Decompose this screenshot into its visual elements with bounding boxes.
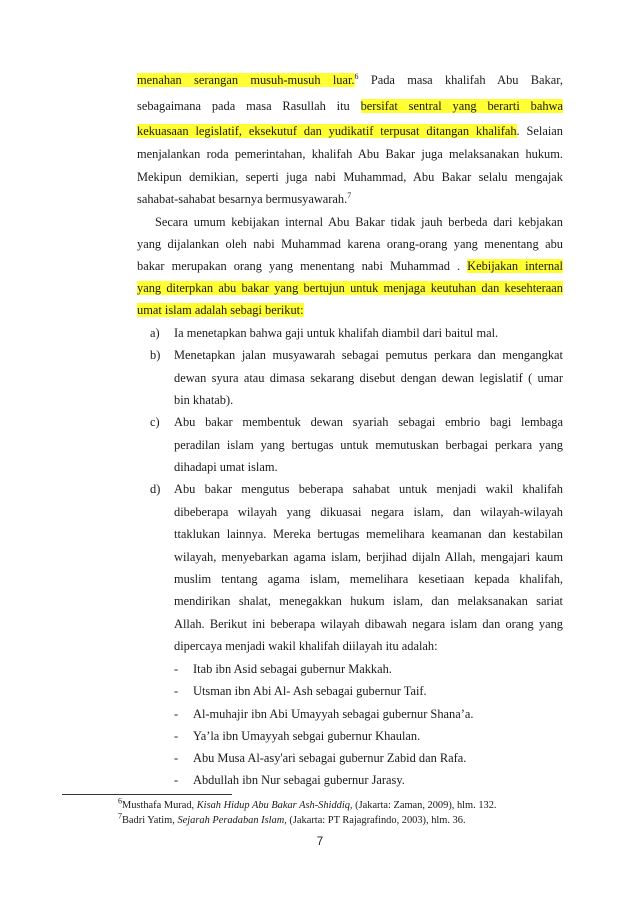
sublist-item: Itab ibn Asid sebagai gubernur Makkah. — [193, 662, 392, 676]
paragraph-2-line-1: Secara umum kebijakan internal Abu Bakar tidak jauh berbeda dari kebjakan — [155, 215, 563, 229]
list-item-d-line-7: Allah. Berikut ini beberapa wilayah dibawah negara islam dan orang yang — [174, 617, 563, 631]
paragraph-2-line-4 — [137, 280, 563, 296]
sublist-dash: - — [174, 773, 179, 787]
highlighted-text: yang diterpkan abu bakar yang bertujun untuk menjaga keutuhan dan kesehteraan — [137, 281, 563, 295]
page-number: 7 — [316, 836, 324, 848]
list-item-d-line-5: muslim tentang agama islam, memelihara kesetiaan kepada khalifah, — [174, 572, 563, 586]
list-item-d-line-6: mendirikan shalat, menegakkan hukum islam, dan melaksanakan sariat — [174, 594, 563, 608]
paragraph-1-line-4: menjalankan roda pemerintahan, khalifah Abu Bakar juga melaksanakan hukum. — [137, 147, 563, 161]
footnote-6: $^6$Musthafa Murad, Kisah Hidup Abu Bakar Ash-Shiddiq, (Jakarta: Zaman, 2009), hlm. 132. — [118, 796, 497, 811]
list-item-d-line-2: dibeberapa wilayah yang dikuasai negara islam, dan wilayah-wilayah — [174, 505, 563, 519]
list-label-a: a) — [150, 326, 160, 340]
sublist-dash: - — [174, 729, 179, 743]
sublist-item: Utsman ibn Abi Al- Ash sebagai gubernur Taif. — [193, 684, 427, 698]
highlighted-text: menahan serangan musuh-musuh luar. — [137, 73, 355, 87]
list-item-c-line-2: peradilan islam yang bertugas untuk memutuskan berbagai perkara yang — [174, 438, 563, 452]
list-label-c: c) — [150, 415, 160, 429]
highlighted-text: bersifat sentral yang berarti bahwa — [360, 99, 564, 113]
list-item-b-line-1: Menetapkan jalan musyawarah sebagai pemutus perkara dan mengangkat — [174, 348, 563, 362]
list-item-b-line-2: dewan syura atau dimasa sekarang disebut dengan dewan legislatif ( umar — [174, 371, 563, 385]
list-label-d: d) — [150, 482, 161, 496]
sublist-dash: - — [174, 751, 179, 765]
list-item-d-line-3: ttaklukan lainnya. Mereka bertugas memelihara keamanan dan kestabilan — [174, 527, 563, 541]
footnote-ref-7: 7 — [347, 190, 352, 200]
sublist-dash: - — [174, 707, 179, 721]
paragraph-1-line-1: menahan serangan musuh-musuh luar.$^6$ Pada masa khalifah Abu Bakar, — [137, 71, 563, 87]
paragraph-1-line-5: Mekipun demikian, seperti juga nabi Muhammad, Abu Bakar selalu mengajak — [137, 170, 563, 184]
footnote-divider — [62, 794, 232, 795]
sublist-item: Abu Musa Al-asy'ari sebagai gubernur Zabid dan Rafa. — [193, 751, 467, 765]
list-item-b-line-3: bin khatab). — [174, 393, 234, 407]
list-item-d-line-4: wilayah, menyebarkan agama islam, berjihad dijaln Allah, mengajari kaum — [174, 550, 563, 564]
list-item-a-line-1: Ia menetapkan bahwa gaji untuk khalifah diambil dari baitul mal. — [174, 326, 499, 340]
list-item-d-line-1: Abu bakar mengutus beberapa sahabat untuk menjadi wakil khalifah — [174, 482, 563, 496]
list-item-c-line-1: Abu bakar membentuk dewan syariah sebagai embrio bagi lembaga — [174, 415, 563, 429]
paragraph-2-line-5 — [137, 302, 563, 318]
highlighted-text: umat islam adalah sebagi berikut: — [137, 303, 304, 317]
sublist-dash: - — [174, 684, 179, 698]
sublist-item: Al-muhajir ibn Abi Umayyah sebagai gubernur Shana’a. — [193, 707, 474, 721]
paragraph-1-line-3: kekuasaan legislatif, eksekutuf dan yudikatif terpusat ditangan khalifah. Selaian — [137, 124, 563, 138]
paragraph-2-line-2: yang dijalankan oleh nabi Muhammad karena orang-orang yang menentang abu — [137, 237, 563, 251]
footnote-7: $^7$Badri Yatim, Sejarah Peradaban Islam, (Jakarta: PT Rajagrafindo, 2003), hlm. 36. — [118, 811, 466, 826]
highlighted-text: kekuasaan legislatif, eksekutuf dan yudikatif terpusat ditangan khalifah — [137, 124, 517, 138]
paragraph-2-line-3: bakar merupakan orang yang menentang nabi Muhammad . Kebijakan internal — [137, 259, 563, 273]
footnote-ref-6: 6 — [354, 71, 359, 81]
sublist-item: Ya’la ibn Umayyah sebgai gubernur Khaulan. — [193, 729, 421, 743]
sublist-item: Abdullah ibn Nur sebagai gubernur Jarasy. — [193, 773, 405, 787]
paragraph-1-line-6: sahabat-sahabat besarnya bermusyawarah.$^7$ — [137, 190, 352, 206]
list-item-d-line-8: dipercaya menjadi wakil khalifah diilayah itu adalah: — [174, 639, 438, 653]
highlighted-text: Kebijakan internal — [467, 259, 563, 273]
paragraph-1-line-2: sebagaimana pada masa Rasullah itu bersifat sentral yang berarti bahwa — [137, 99, 564, 113]
list-item-c-line-3: dihadapi umat islam. — [174, 460, 278, 474]
sublist-dash: - — [174, 662, 179, 676]
list-label-b: b) — [150, 348, 161, 362]
